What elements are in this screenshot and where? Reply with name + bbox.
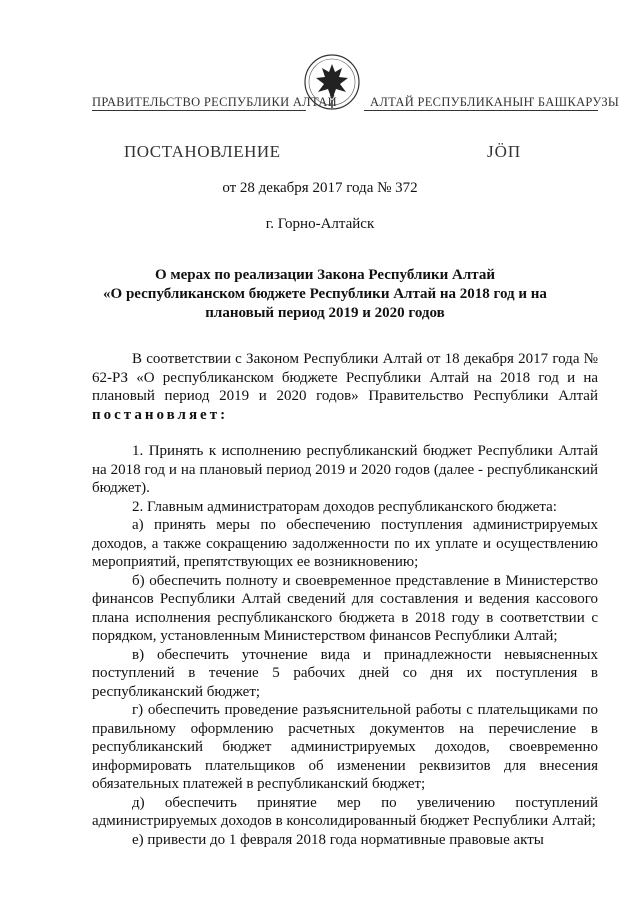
item-paragraph: а) принять меры по обеспечению поступления администрируемых доходов, а также сокращению задолженности по их уплате и осуществлению мероприятий, препятствующих ее возникновению; <box>92 517 598 570</box>
title-line: О мерах по реализации Закона Республики Алтай <box>155 267 495 283</box>
item-paragraph: е) привести до 1 февраля 2018 года нормативные правовые акты <box>132 831 544 848</box>
item-paragraph: б) обеспечить полноту и своевременное представление в Министерство финансов Республики Алтай сведений для составления и ведения кассового плана исполнения республиканского бюджета в 2018 году в соответствии с порядком, установленным Министерством финансов Республики Алтай; <box>92 572 598 644</box>
item-paragraph: 1. Принять к исполнению республиканский бюджет Республики Алтай на 2018 год и на плановый период 2019 и 2020 годов (далее - республиканский бюджет). <box>92 443 598 496</box>
item-paragraph: 2. Главным администраторам доходов республиканского бюджета: <box>132 498 557 515</box>
decides-word: постановляет: <box>92 406 229 423</box>
item-paragraph: г) обеспечить проведение разъяснительной работы с плательщиками по правильному оформлению расчетных документов на перечисление в республиканский бюджет администрируемых доходов, своевременно информировать плательщиков об изменении реквизитов для внесения обязательных платежей в республиканский бюджет; <box>92 702 598 792</box>
doc-type-label: ПОСТАНОВЛЕНИЕ <box>124 142 281 161</box>
document-title <box>90 266 560 323</box>
doc-type-label-alt: ЈӦП <box>487 142 522 161</box>
title-line: «О республиканском бюджете Республики Алтай на 2018 год и на <box>103 286 547 302</box>
item-paragraph: д) обеспечить принятие мер по увеличению поступлений администрируемых доходов в консолидированный бюджет Республики Алтай; <box>92 794 598 829</box>
preamble-text: В соответствии с Законом Республики Алтай от 18 декабря 2017 года № 62-РЗ «О республиканском бюджете Республики Алтай на 2018 год и на плановый период 2019 и 2020 годов» Правительство Республики Алтай <box>92 351 598 404</box>
header-right-authority: АЛТАЙ РЕСПУБЛИКАНЫҤ БАШКАРУЗЫ <box>370 95 620 109</box>
header-rule-left <box>92 110 306 111</box>
header-left-authority: ПРАВИТЕЛЬСТВО РЕСПУБЛИКИ АЛТАЙ <box>92 95 337 109</box>
header-rule-right <box>364 110 598 111</box>
preamble-paragraph <box>92 350 598 424</box>
item-paragraph: в) обеспечить уточнение вида и принадлежности невыясненных поступлений в течение 5 рабочих дней со дня их поступления в республиканский бюджет; <box>92 646 598 700</box>
document-body <box>92 350 598 849</box>
document-date: от 28 декабря 2017 года № 372 <box>222 180 418 196</box>
document-city: г. Горно-Алтайск <box>265 216 375 232</box>
title-line: плановый период 2019 и 2020 годов <box>205 305 445 321</box>
